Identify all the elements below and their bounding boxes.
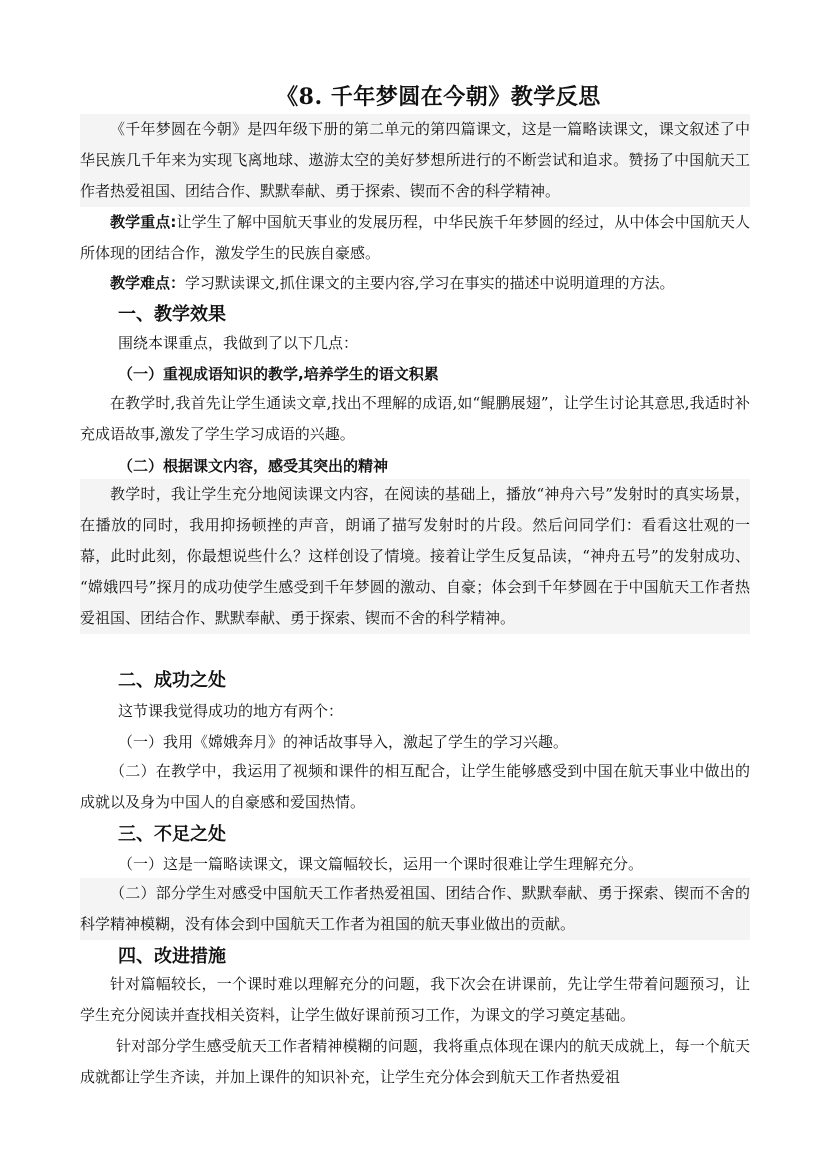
teaching-difficulty <box>110 268 760 299</box>
teaching-difficulty-label: 教学难点： <box>110 274 186 292</box>
section2-lead: 这节课我觉得成功的地方有两个： <box>118 702 344 720</box>
section2-heading: 二、成功之处 <box>118 670 226 691</box>
page-title: 《8. 千年梦圆在今朝》教学反思 <box>276 84 601 110</box>
section2-item2: （二）在教学中，我运用了视频和课件的相互配合，让学生能够感受到中国在航天事业中做出的成就以及身为中国人的自豪感和爱国热情。 <box>80 762 750 811</box>
section1-sub2-text: 教学时，我让学生充分地阅读课文内容，在阅读的基础上，播放“神舟六号”发射时的真实场景，在播放的同时，我用抑扬顿挫的声音，朗诵了描写发射时的片段。然后问同学们：看看这壮观的一幕，此时此刻，你最想说些什么？这样创设了情境。接着让学生反复品读，“神舟五号”的发射成功、 “嫦娥四号”探月的成功使学生感受到千年梦圆的激动、自豪；体会到千年梦圆在于中国航天工作者热爱祖国、团结合作、默默奉献、勇于探索、锲而不舍的科学精神。 <box>80 479 750 634</box>
section1-lead: 围绕本课重点，我做到了以下几点： <box>118 334 359 352</box>
intro-paragraph: 《千年梦圆在今朝》是四年级下册的第二单元的第四篇课文，这是一篇略读课文，课文叙述了中华民族几千年来为实现飞离地球、遨游太空的美好梦想所进行的不断尝试和追求。赞扬了中国航天工作者热爱祖国、团结合作、默默奉献、勇于探索、锲而不舍的科学精神。 <box>80 114 750 207</box>
teaching-difficulty-text: 学习默读课文,抓住课文的主要内容,学习在事实的描述中说明道理的方法。 <box>185 274 675 292</box>
section3-item2: （二）部分学生对感受中国航天工作者热爱祖国、团结合作、默默奉献、勇于探索、锲而不舍的科学精神模糊，没有体会到中国航天工作者为祖国的航天事业做出的贡献。 <box>80 878 750 940</box>
section1-sub1-text: 在教学时,我首先让学生通读文章,找出不理解的成语,如“鲲鹏展翅”，让学生讨论其意思,我适时补充成语故事,激发了学生学习成语的兴趣。 <box>80 394 750 443</box>
section1-heading: 一、教学效果 <box>118 304 226 325</box>
teaching-focus-label: 教学重点: <box>110 213 177 231</box>
section2-item1: （一）我用《嫦娥奔月》的神话故事导入，激起了学生的学习兴趣。 <box>118 733 569 751</box>
section4-para2: 针对部分学生感受航天工作者精神模糊的问题，我将重点体现在课内的航天成就上，每一个航天成就都让学生齐读，并加上课件的知识补充，让学生充分体会到航天工作者热爱祖 <box>80 1037 750 1086</box>
teaching-focus-text: 让学生了解中国航天事业的发展历程，中华民族千年梦圆的经过，从中体会中国航天人所体现的团结合作，激发学生的民族自豪感。 <box>80 213 750 262</box>
section4-para1: 针对篇幅较长，一个课时难以理解充分的问题，我下次会在讲课前，先让学生带着问题预习，让学生充分阅读并查找相关资料，让学生做好课前预习工作，为课文的学习奠定基础。 <box>80 975 750 1024</box>
section3-item1: （一）这是一篇略读课文，课文篇幅较长，运用一个课时很难让学生理解充分。 <box>118 855 644 873</box>
section4-heading: 四、改进措施 <box>118 946 226 967</box>
section1-sub2-heading: （二）根据课文内容，感受其突出的精神 <box>118 457 389 475</box>
section1-sub1-heading: （一）重视成语知识的教学,培养学生的语文积累 <box>118 365 439 383</box>
section3-heading: 三、不足之处 <box>118 824 226 845</box>
teaching-focus <box>80 207 750 269</box>
